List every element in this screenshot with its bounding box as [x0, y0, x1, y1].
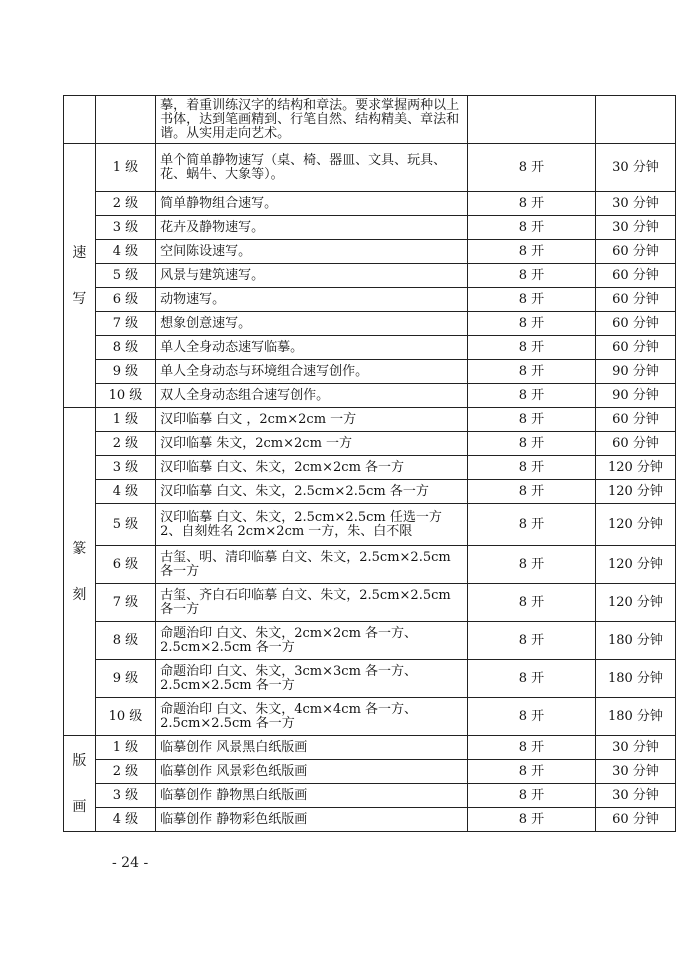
time-cell: 180 分钟 [595, 622, 675, 660]
time-cell: 60 分钟 [595, 432, 675, 456]
content-cell: 汉印临摹 朱文，2cm×2cm 一方 [156, 432, 468, 456]
content-cell: 动物速写。 [156, 288, 468, 312]
time-cell: 60 分钟 [595, 336, 675, 360]
size-cell-empty [467, 96, 595, 144]
category-cell-seal-carving [64, 408, 96, 736]
content-cell: 临摹创作 静物彩色纸版画 [156, 808, 468, 832]
time-cell: 30 分钟 [595, 144, 675, 192]
size-cell: 8 开 [467, 312, 595, 336]
time-cell: 60 分钟 [595, 312, 675, 336]
level-cell: 4 级 [95, 808, 155, 832]
size-cell: 8 开 [467, 622, 595, 660]
level-cell: 1 级 [95, 408, 155, 432]
size-cell: 8 开 [467, 736, 595, 760]
content-cell: 简单静物组合速写。 [156, 192, 468, 216]
level-cell: 8 级 [95, 622, 155, 660]
time-cell: 60 分钟 [595, 808, 675, 832]
size-cell: 8 开 [467, 432, 595, 456]
size-cell: 8 开 [467, 408, 595, 432]
table-row [64, 584, 676, 622]
size-cell: 8 开 [467, 760, 595, 784]
time-cell-empty [595, 96, 675, 144]
page-number: - 24 - [112, 855, 149, 871]
carry-over-row [64, 96, 676, 144]
table-row [64, 760, 676, 784]
size-cell: 8 开 [467, 216, 595, 240]
table-row [64, 546, 676, 584]
table-row [64, 480, 676, 504]
size-cell: 8 开 [467, 584, 595, 622]
level-cell: 9 级 [95, 360, 155, 384]
table-row [64, 660, 676, 698]
time-cell: 90 分钟 [595, 360, 675, 384]
content-cell: 单个简单静物速写（桌、椅、器皿、文具、玩具、花、蜗牛、大象等）。 [156, 144, 468, 192]
time-cell: 120 分钟 [595, 546, 675, 584]
size-cell: 8 开 [467, 698, 595, 736]
size-cell: 8 开 [467, 144, 595, 192]
level-cell: 6 级 [95, 288, 155, 312]
level-cell: 3 级 [95, 456, 155, 480]
content-cell: 花卉及静物速写。 [156, 216, 468, 240]
time-cell: 60 分钟 [595, 264, 675, 288]
content-cell: 命题治印 白文、朱文，4cm×4cm 各一方、2.5cm×2.5cm 各一方 [156, 698, 468, 736]
category-char: 篆 [72, 540, 87, 557]
category-char: 写 [72, 290, 87, 307]
table-row [64, 408, 676, 432]
level-cell: 2 级 [95, 760, 155, 784]
table-row [64, 360, 676, 384]
content-cell: 双人全身动态组合速写创作。 [156, 384, 468, 408]
level-cell: 10 级 [95, 698, 155, 736]
category-char: 版 [72, 752, 87, 769]
table-row [64, 312, 676, 336]
exam-level-table [63, 95, 676, 832]
table-row [64, 216, 676, 240]
time-cell: 180 分钟 [595, 660, 675, 698]
level-cell: 2 级 [95, 432, 155, 456]
carry-over-content: 摹，着重训练汉字的结构和章法。要求掌握两种以上书体，达到笔画精到、行笔自然、结构精美、章法和谐。从实用走向艺术。 [156, 96, 468, 144]
content-cell: 古玺、齐白石印临摹 白文、朱文，2.5cm×2.5cm 各一方 [156, 584, 468, 622]
level-cell: 7 级 [95, 584, 155, 622]
time-cell: 120 分钟 [595, 480, 675, 504]
time-cell: 60 分钟 [595, 288, 675, 312]
content-cell: 命题治印 白文、朱文，2cm×2cm 各一方、2.5cm×2.5cm 各一方 [156, 622, 468, 660]
level-cell: 6 级 [95, 546, 155, 584]
time-cell: 30 分钟 [595, 216, 675, 240]
table-row [64, 622, 676, 660]
table-row [64, 698, 676, 736]
size-cell: 8 开 [467, 660, 595, 698]
time-cell: 180 分钟 [595, 698, 675, 736]
table-row [64, 504, 676, 546]
level-cell: 5 级 [95, 504, 155, 546]
level-cell: 8 级 [95, 336, 155, 360]
category-cell-sketch [64, 144, 96, 408]
content-cell: 单人全身动态与环境组合速写创作。 [156, 360, 468, 384]
size-cell: 8 开 [467, 384, 595, 408]
table-row [64, 432, 676, 456]
level-cell: 3 级 [95, 216, 155, 240]
size-cell: 8 开 [467, 456, 595, 480]
level-cell: 4 级 [95, 240, 155, 264]
table-row [64, 288, 676, 312]
level-cell: 2 级 [95, 192, 155, 216]
time-cell: 60 分钟 [595, 240, 675, 264]
content-cell: 临摹创作 风景黑白纸版画 [156, 736, 468, 760]
size-cell: 8 开 [467, 784, 595, 808]
table-row [64, 784, 676, 808]
size-cell: 8 开 [467, 808, 595, 832]
table-row [64, 240, 676, 264]
table-row [64, 384, 676, 408]
content-cell: 汉印临摹 白文、朱文，2.5cm×2.5cm 各一方 [156, 480, 468, 504]
size-cell: 8 开 [467, 240, 595, 264]
content-cell: 汉印临摹 白文 ，2cm×2cm 一方 [156, 408, 468, 432]
category-char: 刻 [72, 586, 87, 603]
content-cell: 汉印临摹 白文、朱文，2.5cm×2.5cm 任选一方 2、自刻姓名 2cm×2cm 一方，朱、白不限 [156, 504, 468, 546]
level-cell: 1 级 [95, 736, 155, 760]
table-row [64, 456, 676, 480]
level-cell: 1 级 [95, 144, 155, 192]
content-cell: 命题治印 白文、朱文，3cm×3cm 各一方、2.5cm×2.5cm 各一方 [156, 660, 468, 698]
level-cell: 9 级 [95, 660, 155, 698]
content-cell: 临摹创作 静物黑白纸版画 [156, 784, 468, 808]
table-row [64, 808, 676, 832]
size-cell: 8 开 [467, 504, 595, 546]
table-row [64, 192, 676, 216]
category-char: 速 [72, 244, 87, 261]
level-cell: 4 级 [95, 480, 155, 504]
time-cell: 30 分钟 [595, 736, 675, 760]
size-cell: 8 开 [467, 288, 595, 312]
table-row [64, 264, 676, 288]
level-cell: 5 级 [95, 264, 155, 288]
table-row [64, 336, 676, 360]
time-cell: 30 分钟 [595, 784, 675, 808]
content-cell: 汉印临摹 白文、朱文，2cm×2cm 各一方 [156, 456, 468, 480]
time-cell: 30 分钟 [595, 760, 675, 784]
size-cell: 8 开 [467, 480, 595, 504]
content-cell: 空间陈设速写。 [156, 240, 468, 264]
content-cell: 想象创意速写。 [156, 312, 468, 336]
category-cell-printmaking [64, 736, 96, 832]
level-cell: 3 级 [95, 784, 155, 808]
size-cell: 8 开 [467, 546, 595, 584]
time-cell: 120 分钟 [595, 584, 675, 622]
table-row [64, 736, 676, 760]
content-cell: 古玺、明、清印临摹 白文、朱文，2.5cm×2.5cm 各一方 [156, 546, 468, 584]
time-cell: 90 分钟 [595, 384, 675, 408]
size-cell: 8 开 [467, 336, 595, 360]
content-cell: 风景与建筑速写。 [156, 264, 468, 288]
size-cell: 8 开 [467, 192, 595, 216]
content-cell: 临摹创作 风景彩色纸版画 [156, 760, 468, 784]
level-cell: 10 级 [95, 384, 155, 408]
level-cell-empty [95, 96, 155, 144]
time-cell: 120 分钟 [595, 456, 675, 480]
size-cell: 8 开 [467, 264, 595, 288]
time-cell: 120 分钟 [595, 504, 675, 546]
category-cell-empty [64, 96, 96, 144]
level-cell: 7 级 [95, 312, 155, 336]
table-row [64, 144, 676, 192]
time-cell: 30 分钟 [595, 192, 675, 216]
content-cell: 单人全身动态速写临摹。 [156, 336, 468, 360]
category-char: 画 [72, 798, 87, 815]
size-cell: 8 开 [467, 360, 595, 384]
time-cell: 60 分钟 [595, 408, 675, 432]
